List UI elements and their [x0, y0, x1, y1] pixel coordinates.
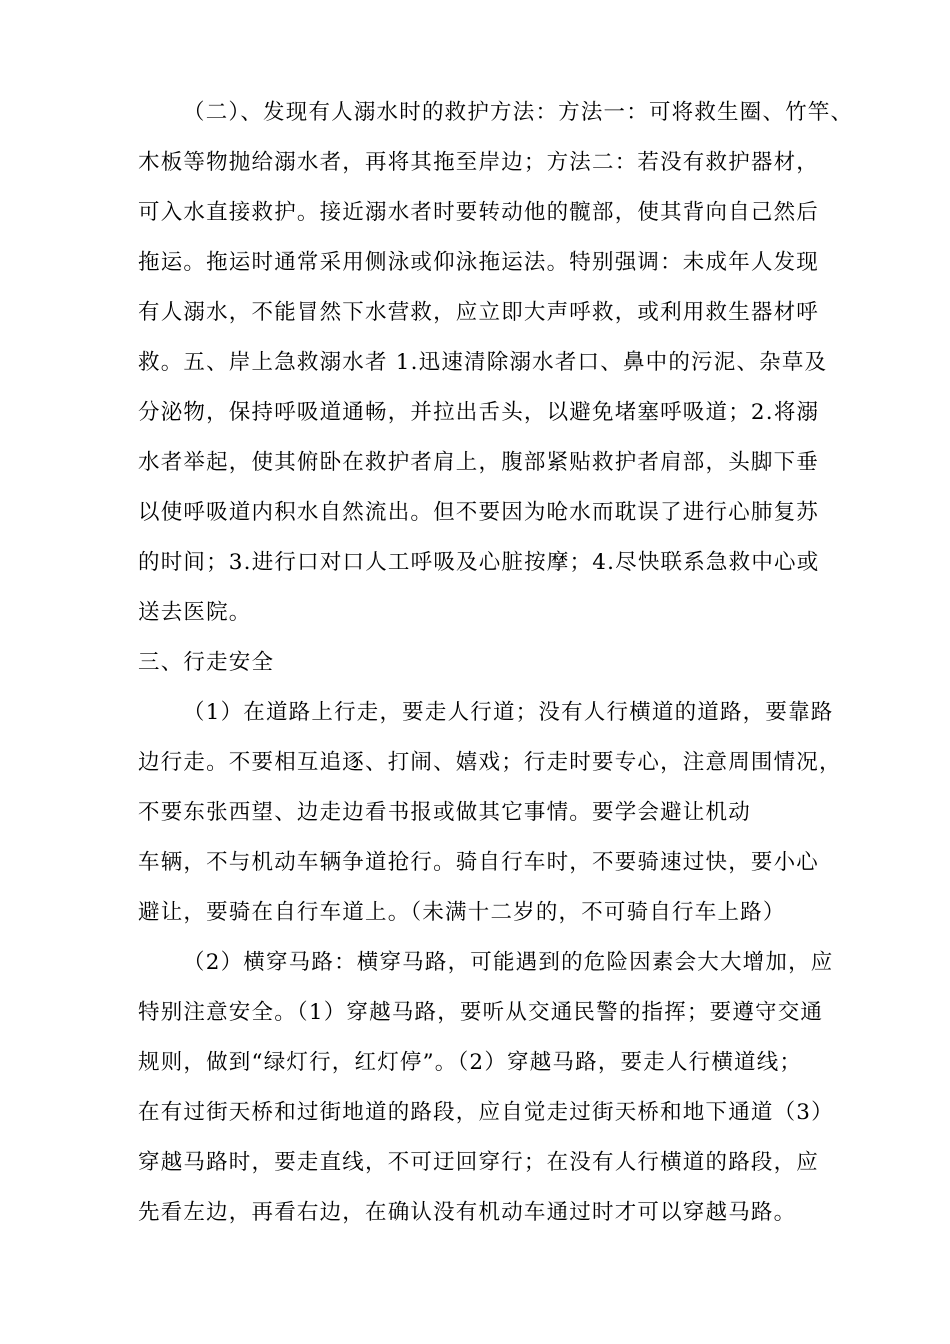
- paragraph-crossing-line-6: 先看左边，再看右边，在确认没有机动车通过时才可以穿越马路。: [138, 1200, 797, 1225]
- paragraph-walking-line-3: 不要东张西望、边走边看书报或做其它事情。要学会避让机动: [138, 800, 751, 825]
- paragraph-rescue-methods-line-6: 救。五、岸上急救溺水者 1.迅速清除溺水者口、鼻中的污泥、杂草及: [138, 350, 828, 375]
- paragraph-rescue-methods-line-10: 的时间；3.进行口对口人工呼吸及心脏按摩；4.尽快联系急救中心或: [138, 550, 820, 575]
- paragraph-rescue-methods-line-4: 拖运。拖运时通常采用侧泳或仰泳拖运法。特别强调：未成年人发现: [138, 250, 820, 275]
- paragraph-crossing-line-3: 规则，做到“绿灯行，红灯停”。（2）穿越马路，要走人行横道线；: [138, 1050, 803, 1075]
- paragraph-walking-line-1: （1）在道路上行走，要走人行道；没有人行横道的道路，要靠路: [183, 700, 834, 725]
- paragraph-rescue-methods-line-1: （二）、发现有人溺水时的救护方法：方法一：可将救生圈、竹竿、: [183, 100, 854, 125]
- paragraph-crossing-line-1: （2）横穿马路：横穿马路，可能遇到的危险因素会大大增加，应: [183, 950, 834, 975]
- paragraph-rescue-methods-line-8: 水者举起，使其俯卧在救护者肩上，腹部紧贴救护者肩部，头脚下垂: [138, 450, 820, 475]
- paragraph-rescue-methods-line-9: 以使呼吸道内积水自然流出。但不要因为呛水而耽误了进行心肺复苏: [138, 500, 820, 525]
- paragraph-walking-line-4: 车辆，不与机动车辆争道抢行。骑自行车时，不要骑速过快，要小心: [138, 850, 820, 875]
- paragraph-crossing-line-4: 在有过街天桥和过街地道的路段，应自觉走过街天桥和地下通道（3）: [138, 1100, 834, 1125]
- paragraph-rescue-methods-line-5: 有人溺水，不能冒然下水营救，应立即大声呼救，或利用救生器材呼: [138, 300, 820, 325]
- paragraph-walking-line-5: 避让，要骑在自行车道上。（未满十二岁的，不可骑自行车上路）: [138, 900, 786, 925]
- paragraph-rescue-methods-line-11: 送去医院。: [138, 600, 252, 625]
- paragraph-crossing-line-2: 特别注意安全。（1）穿越马路，要听从交通民警的指挥；要遵守交通: [138, 1000, 824, 1025]
- paragraph-walking-line-2: 边行走。不要相互追逐、打闹、嬉戏；行走时要专心，注意周围情况，: [138, 750, 842, 775]
- section-heading-walking-safety: 三、行走安全: [138, 650, 275, 675]
- paragraph-rescue-methods-line-2: 木板等物抛给溺水者，再将其拖至岸边；方法二：若没有救护器材，: [138, 150, 820, 175]
- paragraph-rescue-methods-line-3: 可入水直接救护。接近溺水者时要转动他的髋部，使其背向自己然后: [138, 200, 820, 225]
- paragraph-crossing-line-5: 穿越马路时，要走直线，不可迂回穿行；在没有人行横道的路段，应: [138, 1150, 820, 1175]
- paragraph-rescue-methods-line-7: 分泌物，保持呼吸道通畅，并拉出舌头，以避免堵塞呼吸道；2.将溺: [138, 400, 820, 425]
